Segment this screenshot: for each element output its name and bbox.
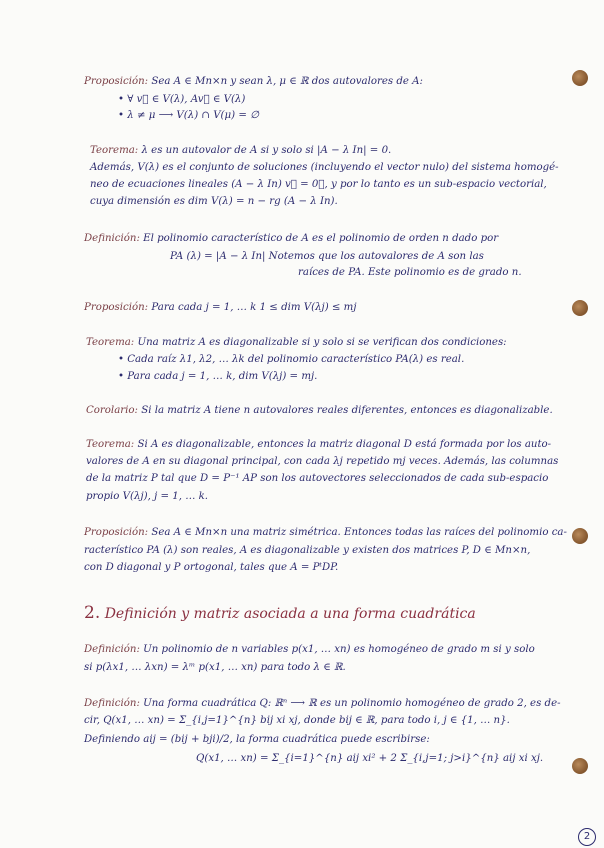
bullet-item: • ∀ v⃗ ∈ V(λ), Av⃗ ∈ V(λ) <box>118 93 245 106</box>
definition-1-line: Definición: El polinomio característico de A es el polinomio de orden n dado por <box>84 233 499 244</box>
text-line: propio V(λj), j = 1, … k. <box>86 491 209 502</box>
text-line: Definiendo aij = (bij + bji)/2, la forma cuadrática puede escribirse: <box>84 734 430 745</box>
corollary-line: Corolario: Si la matriz A tiene n autovalores reales diferentes, entonces es diagonalizable. <box>86 405 553 416</box>
text-line: raíces de PA. Este polinomio es de grado n. <box>298 267 522 278</box>
text-line: Además, V(λ) es el conjunto de soluciones (incluyendo el vector nulo) del sistema homogé- <box>90 162 559 173</box>
binder-hole <box>572 528 588 544</box>
text-line: PA (λ) = |A − λ In| Notemos que los autovalores de A son las <box>170 251 484 262</box>
definition-3-line: Definición: Una forma cuadrática Q: ℝⁿ ⟶ ℝ es un polinomio homogéneo de grado 2, es de- <box>84 698 561 709</box>
bullet-item: • λ ≠ μ ⟶ V(λ) ∩ V(μ) = ∅ <box>118 109 259 122</box>
section-2-heading: 2. Definición y matriz asociada a una forma cuadrática <box>84 603 476 623</box>
text-line: si p(λx1, … λxn) = λᵐ p(x1, … xn) para todo λ ∈ ℝ. <box>84 662 346 673</box>
proposition-1-line: Proposición: Sea A ∈ Mn×n y sean λ, μ ∈ ℝ dos autovalores de A: <box>84 76 423 87</box>
text-line: neo de ecuaciones lineales (A − λ In) v⃗ = 0⃗, y por lo tanto es un sub-espacio vectorial, <box>90 179 547 190</box>
text-line: cuya dimensión es dim V(λ) = n − rg (A − λ In). <box>90 196 338 207</box>
bullet-item: • Cada raíz λ1, λ2, … λk del polinomio característico PA(λ) es real. <box>118 353 464 366</box>
binder-hole <box>572 300 588 316</box>
text-line: con D diagonal y P ortogonal, tales que A = PᵗDP. <box>84 562 339 573</box>
text-line: racterístico PA (λ) son reales, A es diagonalizable y existen dos matrices P, D ∈ Mn×n, <box>84 545 531 556</box>
theorem-2-line: Teorema: Una matriz A es diagonalizable si y solo si se verifican dos condiciones: <box>86 337 507 348</box>
proposition-2-line: Proposición: Para cada j = 1, … k 1 ≤ dim V(λj) ≤ mj <box>84 302 357 313</box>
theorem-1-line: Teorema: λ es un autovalor de A si y solo si |A − λ In| = 0. <box>90 145 392 156</box>
binder-hole <box>572 70 588 86</box>
text-line: de la matriz P tal que D = P⁻¹ AP son los autovectores seleccionados de cada sub-espacio <box>86 473 549 484</box>
binder-hole <box>572 758 588 774</box>
formula-line: Q(x1, … xn) = Σ_{i=1}^{n} aij xi² + 2 Σ_{i,j=1; j>i}^{n} aij xi xj. <box>196 753 544 764</box>
theorem-3-line: Teorema: Si A es diagonalizable, entonces la matriz diagonal D está formada por los auto- <box>86 439 552 450</box>
proposition-3-line: Proposición: Sea A ∈ Mn×n una matriz simétrica. Entonces todas las raíces del polinomio ca- <box>84 527 567 538</box>
text-line: cir, Q(x1, … xn) = Σ_{i,j=1}^{n} bij xi xj, donde bij ∈ ℝ, para todo i, j ∈ {1, … n}. <box>84 715 510 726</box>
page-number: 2 <box>578 828 596 846</box>
text-line: valores de A en su diagonal principal, con cada λj repetido mj veces. Además, las columnas <box>86 456 559 467</box>
bullet-item: • Para cada j = 1, … k, dim V(λj) = mj. <box>118 370 317 383</box>
definition-2-line: Definición: Un polinomio de n variables p(x1, … xn) es homogéneo de grado m si y solo <box>84 644 535 655</box>
